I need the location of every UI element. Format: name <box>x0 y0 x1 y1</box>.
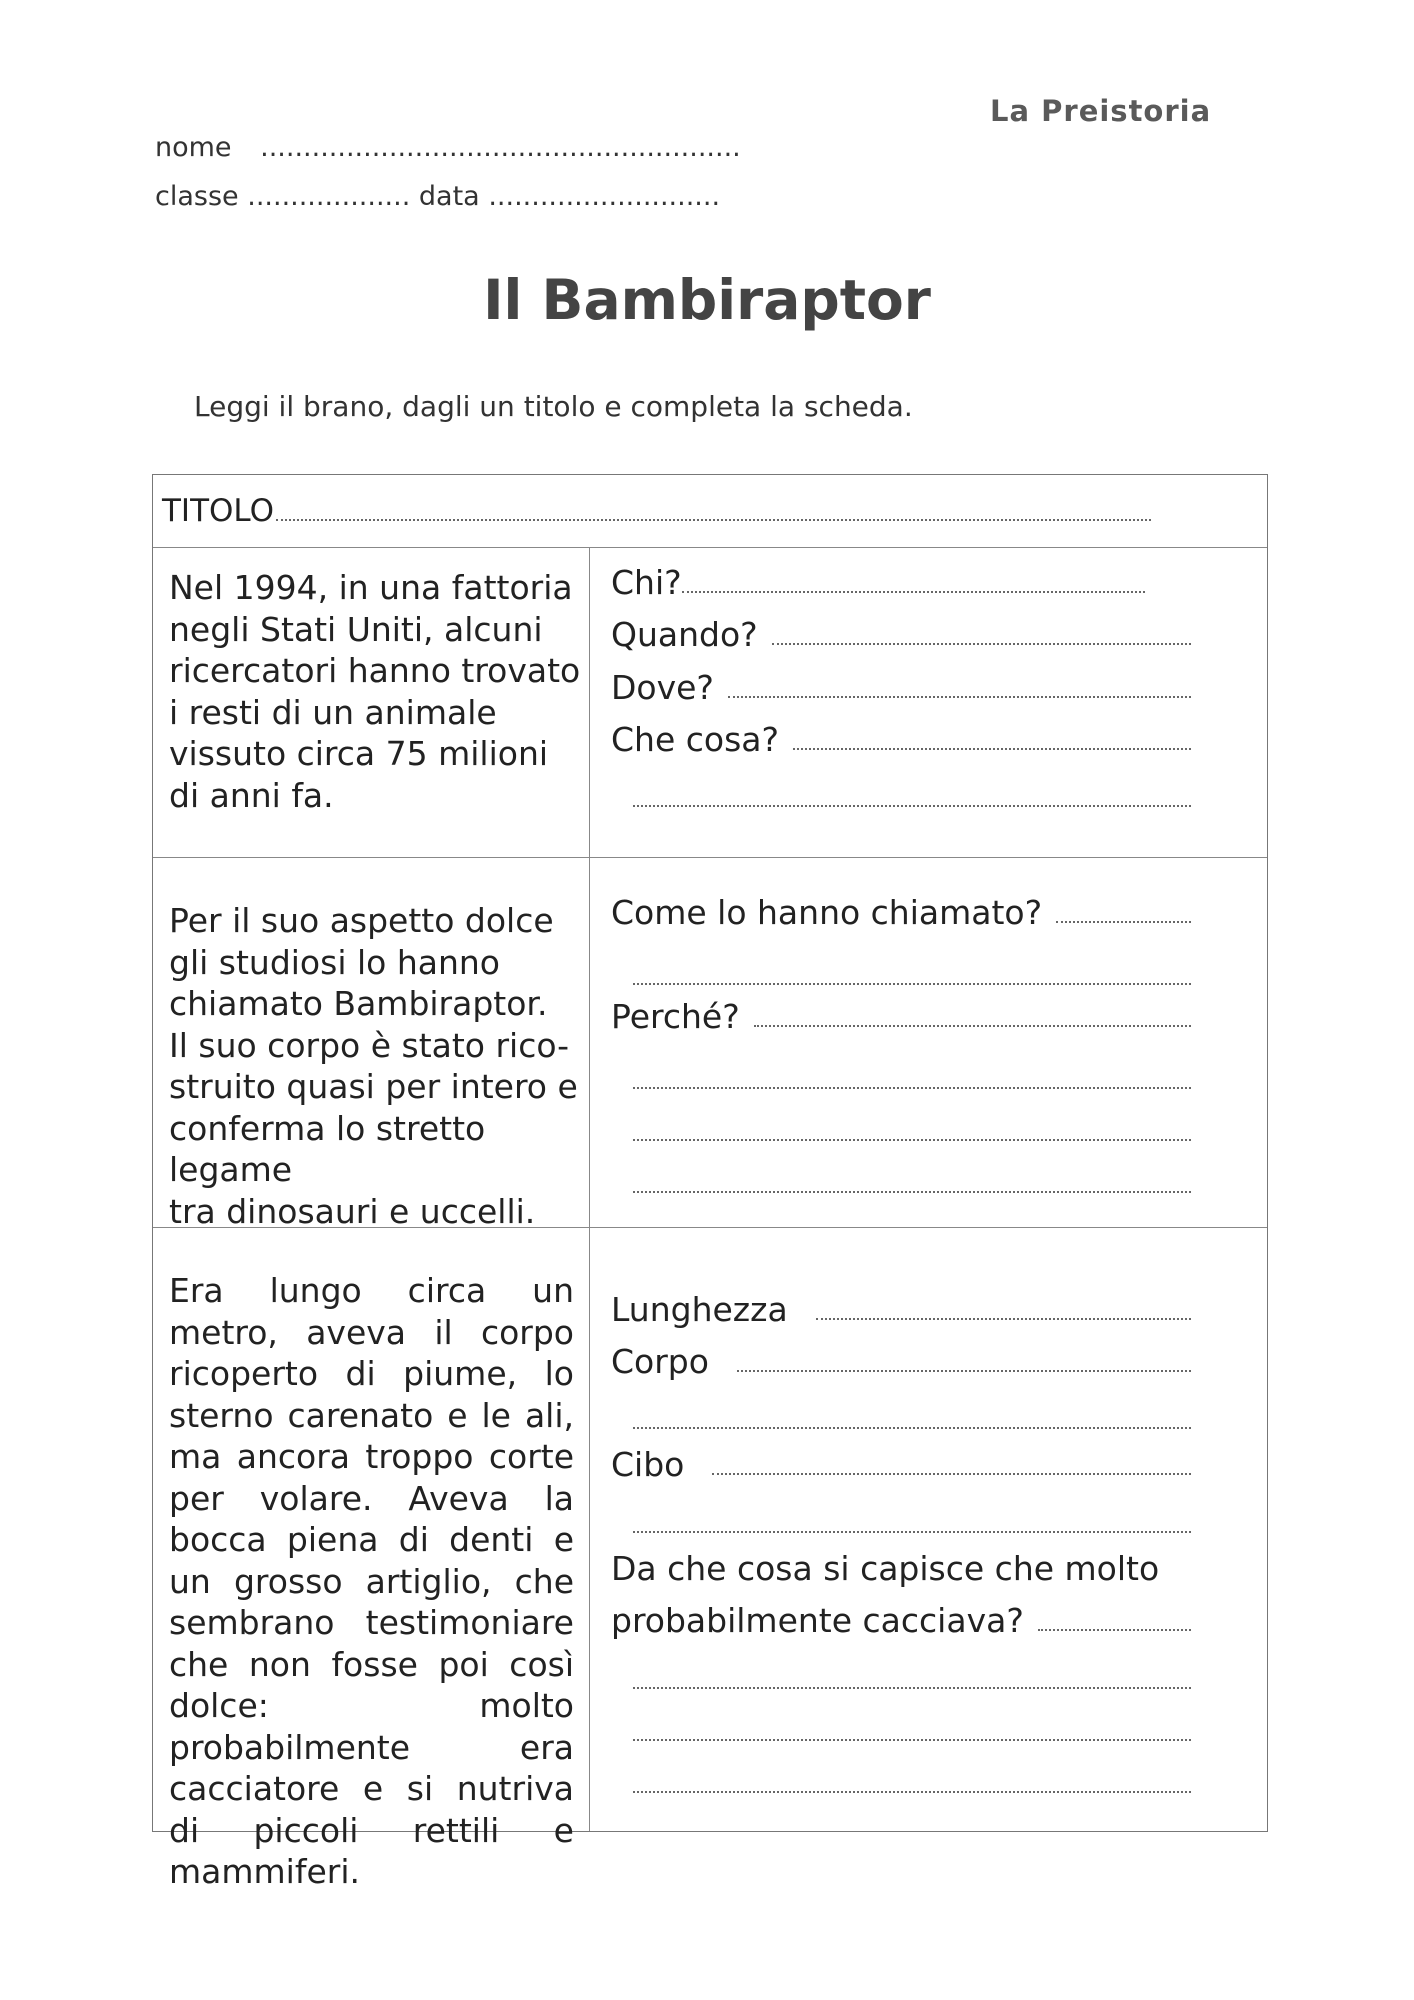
question-length[interactable] <box>611 1290 1191 1329</box>
passage-line: tra dinosauri e uccelli. <box>169 1191 536 1231</box>
answer-blank[interactable] <box>633 1791 1191 1793</box>
passage-2 <box>169 900 599 1232</box>
name-label: nome <box>155 132 232 163</box>
name-field-line <box>155 132 741 163</box>
answer-blank[interactable] <box>633 983 1191 985</box>
worksheet-table <box>152 474 1268 1891</box>
question-why[interactable] <box>611 997 1191 1036</box>
answer-blank[interactable] <box>633 1687 1191 1689</box>
class-label: classe <box>155 181 239 212</box>
answer-blank[interactable] <box>633 805 1191 807</box>
row-divider <box>153 857 1267 858</box>
question-hunting-line-2[interactable] <box>611 1601 1191 1640</box>
answer-blank[interactable] <box>682 591 1145 593</box>
passage-line: negli Stati Uniti, alcuni <box>169 609 543 649</box>
row-divider <box>153 547 1267 548</box>
passage-line: di anni fa. <box>169 775 334 815</box>
answer-blank[interactable] <box>633 1427 1191 1429</box>
question-food[interactable] <box>611 1445 1191 1484</box>
name-blank[interactable]: ........................................................ <box>260 132 741 163</box>
question-who[interactable] <box>611 563 1145 602</box>
question-name[interactable] <box>611 893 1191 932</box>
question-what[interactable] <box>611 720 1191 759</box>
passage-line: chiamato Bambiraptor. <box>169 984 548 1023</box>
passage-3: Era lungo circa un metro, aveva il corpo ricoperto di piume, lo sterno carenato e le ali, ma ancora troppo corte per volare. Aveva la bocca piena di denti e un grosso artiglio, che sembrano testimoniare che non fosse poi così dolce: molto probabilmente era cacciatore e si nutriva di piccoli rettili e mammiferi. <box>169 1271 574 1891</box>
question-label: Lunghezza <box>611 1290 788 1329</box>
passage-line: vissuto circa 75 milioni <box>169 734 549 773</box>
passage-line: conferma lo stretto legame <box>169 1108 486 1189</box>
page-title <box>0 268 1414 332</box>
question-where[interactable] <box>611 668 1191 707</box>
passage-line: Per il suo aspetto dolce <box>169 901 554 940</box>
answer-blank[interactable] <box>633 1087 1191 1089</box>
title-blank[interactable] <box>276 519 1151 521</box>
date-blank[interactable]: ........................... <box>488 181 721 212</box>
passage-1 <box>169 567 589 816</box>
question-body[interactable] <box>611 1342 1191 1381</box>
answer-blank[interactable] <box>633 1739 1191 1741</box>
passage-line: Il suo corpo è stato rico- <box>169 1025 570 1065</box>
page-title-text: Il Bambiraptor <box>483 268 931 332</box>
question-label: Chi? <box>611 563 682 602</box>
answer-blank[interactable] <box>728 696 1191 698</box>
answer-blank[interactable] <box>816 1318 1191 1320</box>
date-label: data <box>418 181 480 212</box>
instructions: Leggi il brano, dagli un titolo e completa la scheda. <box>194 390 913 423</box>
answer-blank[interactable] <box>633 1139 1191 1141</box>
passage-line: Nel 1994, in una fattoria <box>169 568 573 607</box>
question-label: Dove? <box>611 668 714 707</box>
question-label: Che cosa? <box>611 720 780 759</box>
question-hunting-line-1 <box>611 1549 1159 1588</box>
class-date-line <box>155 181 720 212</box>
question-label: Da che cosa si capisce che molto <box>611 1549 1160 1588</box>
answer-blank[interactable] <box>633 1191 1191 1193</box>
passage-line: ricercatori hanno trovato <box>169 651 581 690</box>
question-label: Cibo <box>611 1445 685 1484</box>
answer-blank[interactable] <box>793 748 1191 750</box>
answer-blank[interactable] <box>737 1370 1191 1372</box>
topic-label: La Preistoria <box>990 94 1212 128</box>
answer-blank[interactable] <box>712 1473 1191 1475</box>
question-label: Corpo <box>611 1342 709 1381</box>
answer-blank[interactable] <box>1038 1629 1191 1631</box>
question-label: Quando? <box>611 615 758 654</box>
title-field-label: TITOLO <box>162 493 274 529</box>
class-blank[interactable]: ................... <box>247 181 411 212</box>
answer-blank[interactable] <box>754 1025 1191 1027</box>
passage-line: i resti di un animale <box>169 692 497 732</box>
question-label: Perché? <box>611 997 740 1036</box>
answer-blank[interactable] <box>772 643 1191 645</box>
question-when[interactable] <box>611 615 1191 654</box>
answer-blank[interactable] <box>633 1531 1191 1533</box>
answer-blank[interactable] <box>1056 921 1191 923</box>
passage-line: gli studiosi lo hanno <box>169 942 500 982</box>
title-field[interactable] <box>162 493 1151 529</box>
question-label: probabilmente cacciava? <box>611 1601 1024 1640</box>
question-label: Come lo hanno chiamato? <box>611 893 1043 932</box>
passage-line: struito quasi per intero e <box>169 1067 578 1106</box>
